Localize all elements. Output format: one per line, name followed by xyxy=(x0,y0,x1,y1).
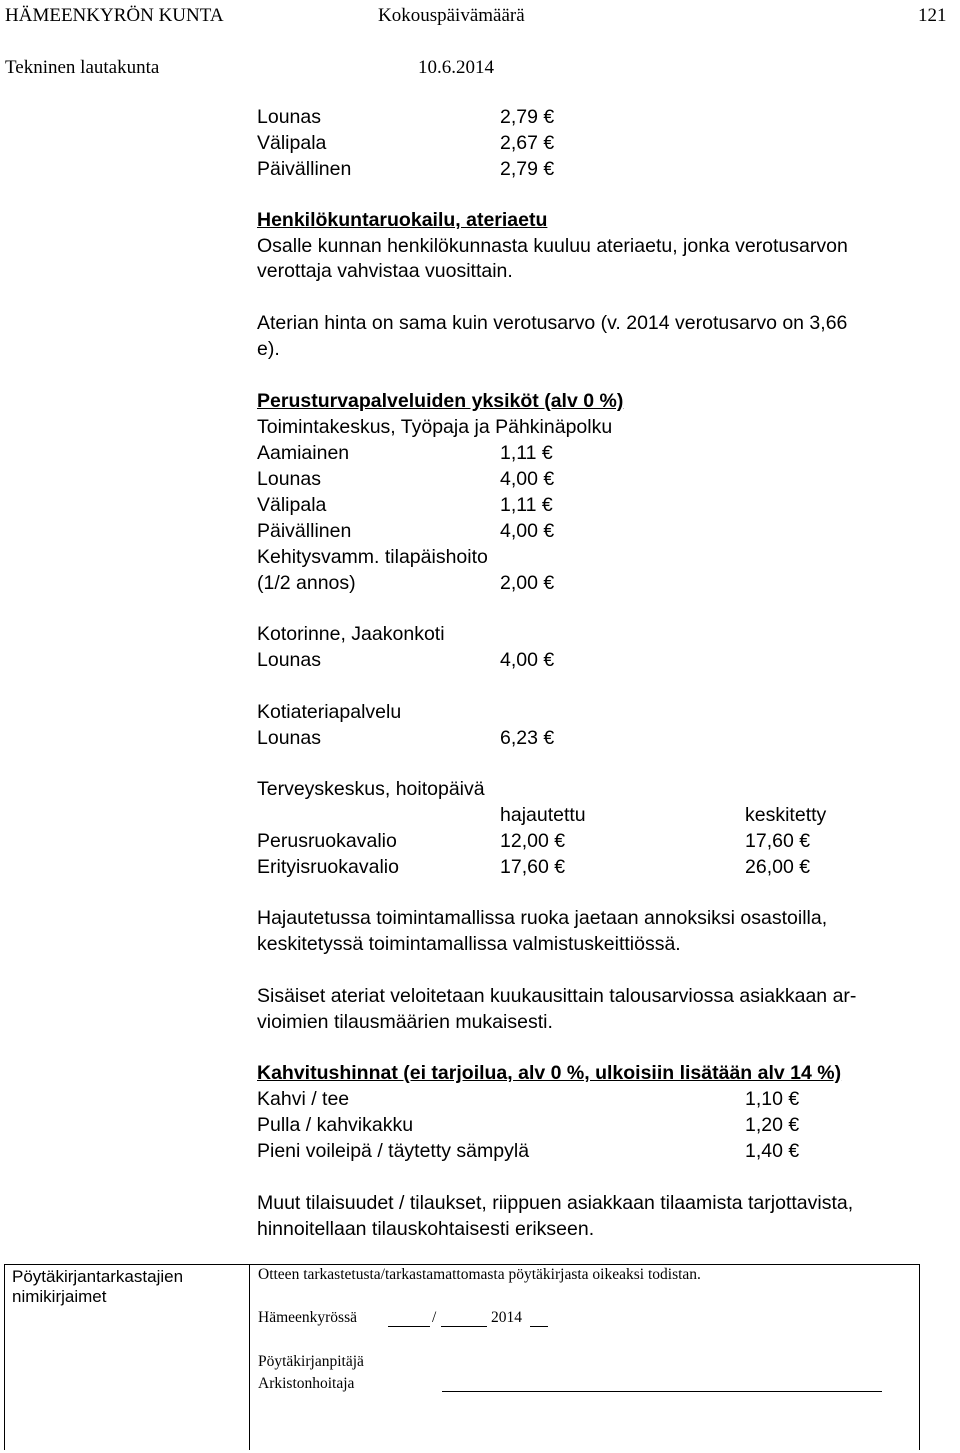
meal-price: 6,23 € xyxy=(500,727,555,749)
meal-name: Lounas xyxy=(257,106,321,128)
coffee-item-name: Pieni voileipä / täytetty sämpylä xyxy=(257,1140,530,1162)
staff-meal-price-text: Aterian hinta on sama kuin verotusarvo (v. 2014 verotusarvo on 3,66 xyxy=(257,312,848,334)
year-text: 2014 xyxy=(491,1309,522,1326)
staff-meal-text: Osalle kunnan henkilökunnasta kuuluu ateriaetu, jonka verotusarvon xyxy=(257,235,848,257)
meal-price: 2,79 € xyxy=(500,158,555,180)
place-label: Hämeenkyrössä xyxy=(258,1309,357,1326)
year-blank xyxy=(530,1326,548,1327)
meal-price: 4,00 € xyxy=(500,468,555,490)
day-blank xyxy=(388,1326,430,1327)
meal-price: 4,00 € xyxy=(500,649,555,671)
coffee-item-price: 1,40 € xyxy=(745,1140,800,1162)
month-blank xyxy=(441,1326,487,1327)
date-slash: / xyxy=(432,1309,437,1326)
diet-price-centralized: 17,60 € xyxy=(745,830,811,852)
diet-price-decentralized: 17,60 € xyxy=(500,856,566,878)
column-header-decentralized: hajautettu xyxy=(500,804,586,826)
respite-price: 2,00 € xyxy=(500,572,555,594)
coffee-prices-heading: Kahvitushinnat (ei tarjoilua, alv 0 %, ulkoisiin lisätään alv 14 %) xyxy=(257,1062,842,1084)
meal-name: Lounas xyxy=(257,649,321,671)
health-center-heading: Terveyskeskus, hoitopäivä xyxy=(257,778,485,800)
municipality-name: HÄMEENKYRÖN KUNTA xyxy=(5,5,224,26)
board-name: Tekninen lautakunta xyxy=(5,57,160,78)
coffee-item-price: 1,10 € xyxy=(745,1088,800,1110)
health-note: Hajautetussa toimintamallissa ruoka jaetaan annoksiksi osastoilla, xyxy=(257,907,828,929)
diet-price-centralized: 26,00 € xyxy=(745,856,811,878)
coffee-item-name: Pulla / kahvikakku xyxy=(257,1114,414,1136)
other-events-note: Muut tilaisuudet / tilaukset, riippuen asiakkaan tilaamista tarjottavista, xyxy=(257,1192,854,1214)
meal-name: Lounas xyxy=(257,727,321,749)
internal-billing-note: vioimien tilausmäärien mukaisesti. xyxy=(257,1011,553,1033)
minutes-keeper-label: Pöytäkirjanpitäjä xyxy=(258,1353,364,1370)
staff-meal-text: verottaja vahvistaa vuosittain. xyxy=(257,260,513,282)
signature-line xyxy=(442,1391,882,1392)
staff-meal-price-text: e). xyxy=(257,338,280,360)
units-label: Toimintakeskus, Työpaja ja Pähkinäpolku xyxy=(257,416,613,438)
column-header-centralized: keskitetty xyxy=(745,804,827,826)
home-meal-service-label: Kotiateriapalvelu xyxy=(257,701,402,723)
archivist-label: Arkistonhoitaja xyxy=(258,1375,355,1392)
coffee-item-name: Kahvi / tee xyxy=(257,1088,350,1110)
health-note: keskitetyssä toimintamallissa valmistuskeittiössä. xyxy=(257,933,681,955)
meeting-date: 10.6.2014 xyxy=(418,57,494,78)
meal-name: Välipala xyxy=(257,132,327,154)
diet-name: Erityisruokavalio xyxy=(257,856,399,878)
meal-price: 2,79 € xyxy=(500,106,555,128)
internal-billing-note: Sisäiset ateriat veloitetaan kuukausittain talousarviossa asiakkaan ar- xyxy=(257,985,857,1007)
diet-price-decentralized: 12,00 € xyxy=(500,830,566,852)
signature-box-divider xyxy=(249,1265,250,1450)
meal-name: Välipala xyxy=(257,494,327,516)
certification-text: Otteen tarkastetusta/tarkastamattomasta pöytäkirjasta oikeaksi todistan. xyxy=(258,1266,701,1283)
meal-price: 1,11 € xyxy=(500,494,553,516)
meal-name: Päivällinen xyxy=(257,158,352,180)
reviewers-initials-label: nimikirjaimet xyxy=(12,1287,107,1306)
reviewers-initials-label: Pöytäkirjantarkastajien xyxy=(12,1267,184,1286)
staff-meal-heading: Henkilökuntaruokailu, ateriaetu xyxy=(257,209,548,231)
meal-price: 1,11 € xyxy=(500,442,553,464)
basic-services-heading: Perusturvapalveluiden yksiköt (alv 0 %) xyxy=(257,390,624,412)
respite-portion: (1/2 annos) xyxy=(257,572,356,594)
diet-name: Perusruokavalio xyxy=(257,830,397,852)
meal-price: 4,00 € xyxy=(500,520,555,542)
coffee-item-price: 1,20 € xyxy=(745,1114,800,1136)
other-events-note: hinnoitellaan tilauskohtaisesti erikseen. xyxy=(257,1218,595,1240)
meal-name: Aamiainen xyxy=(257,442,350,464)
home-units-label: Kotorinne, Jaakonkoti xyxy=(257,623,445,645)
meeting-date-label: Kokouspäivämäärä xyxy=(378,5,525,26)
page-number: 121 xyxy=(918,5,947,26)
meal-price: 2,67 € xyxy=(500,132,555,154)
signature-box xyxy=(4,1264,920,1450)
meal-name: Päivällinen xyxy=(257,520,352,542)
meal-name: Lounas xyxy=(257,468,321,490)
respite-care-label: Kehitysvamm. tilapäishoito xyxy=(257,546,488,568)
